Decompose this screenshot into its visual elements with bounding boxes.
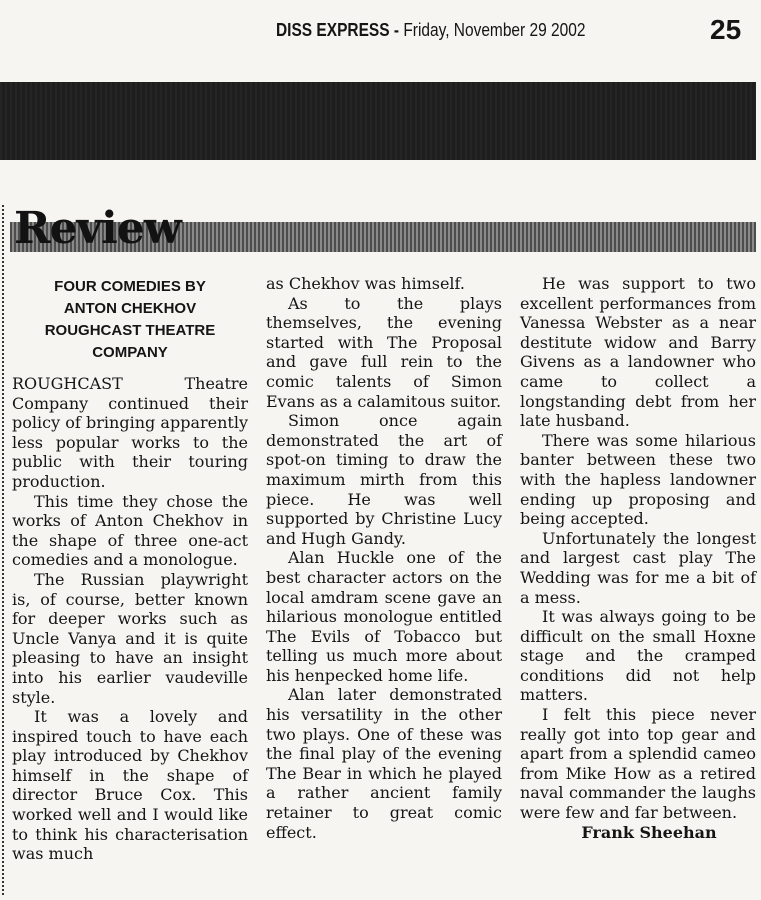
paragraph: Alan Huckle one of the best character actors on the local amdram scene gave an hilarious monologue entitled The Evils of Tobacco but telling us much more about his henpecked home life.: [266, 548, 502, 685]
paragraph: as Chekhov was himself.: [266, 274, 465, 293]
page-header: [0, 14, 761, 50]
paragraph: The Russian playwright is, of course, better known for deeper works such as Uncle Vanya and it is quite pleasing to have an insight into his earlier vaudeville style.: [12, 569, 248, 707]
newspaper-name: DISS EXPRESS -: [276, 20, 400, 40]
paragraph: I felt this piece never really got into top gear and apart from a splendid cameo from Mike How as a retired naval commander the laughs were few and far between.: [520, 705, 756, 823]
paragraph: There was some hilarious banter between these two with the hapless landowner ending up proposing and being accepted.: [520, 430, 756, 529]
paragraph: It was a lovely and inspired touch to have each play introduced by Chekhov himself in the shape of director Bruce Cox. This worked well and I would like to think his characterisation was much: [12, 707, 248, 864]
paragraph: He was support to two excellent performances from Vanessa Webster as a near destitute widow and Barry Givens as a landowner who came to collect a longstanding debt from her late husband.: [520, 274, 756, 431]
issue-date: Friday, November 29 2002: [403, 20, 586, 40]
article-column-3: [520, 274, 756, 842]
article-column-1: [12, 274, 248, 864]
paragraph: Simon once again demonstrated the art of spot-on timing to draw the maximum mirth from this piece. He was well supported by Christine Lucy and Hugh Gandy.: [266, 411, 502, 548]
headline-line: ANTON CHEKHOV: [63, 300, 197, 317]
byline: Frank Sheehan: [581, 822, 717, 842]
article-column-2: [266, 274, 502, 842]
paragraph: As to the plays themselves, the evening started with The Proposal and gave full rein to the comic talents of Simon Evans as a calamitous suitor.: [266, 293, 502, 411]
masthead-line: [276, 20, 585, 41]
paragraph: ROUGHCAST Theatre Company continued their policy of bringing apparently less popular works to the public with their touring production.: [12, 374, 248, 491]
paragraph: It was always going to be difficult on the small Hoxne stage and the cramped conditions did not help matters.: [520, 607, 756, 705]
dotted-rule: [2, 205, 4, 895]
page-number: 25: [710, 14, 742, 45]
headline-line: COMPANY: [92, 344, 168, 361]
section-banner: [0, 82, 756, 160]
paragraph: This time they chose the works of Anton Chekhov in the shape of three one-act comedies and a monologue.: [12, 491, 248, 570]
paragraph: Unfortunately the longest and largest cast play The Wedding was for me a bit of a mess.: [520, 528, 756, 607]
section-label: Review: [14, 203, 181, 254]
headline-line: ROUGHCAST THEATRE: [44, 322, 216, 339]
article-headline: [12, 276, 248, 364]
headline-line: FOUR COMEDIES BY: [54, 278, 206, 295]
paragraph: Alan later demonstrated his versatility in the other two plays. One of these was the final play of the evening The Bear in which he played a rather ancient family retainer to great comic effect.: [266, 685, 502, 842]
